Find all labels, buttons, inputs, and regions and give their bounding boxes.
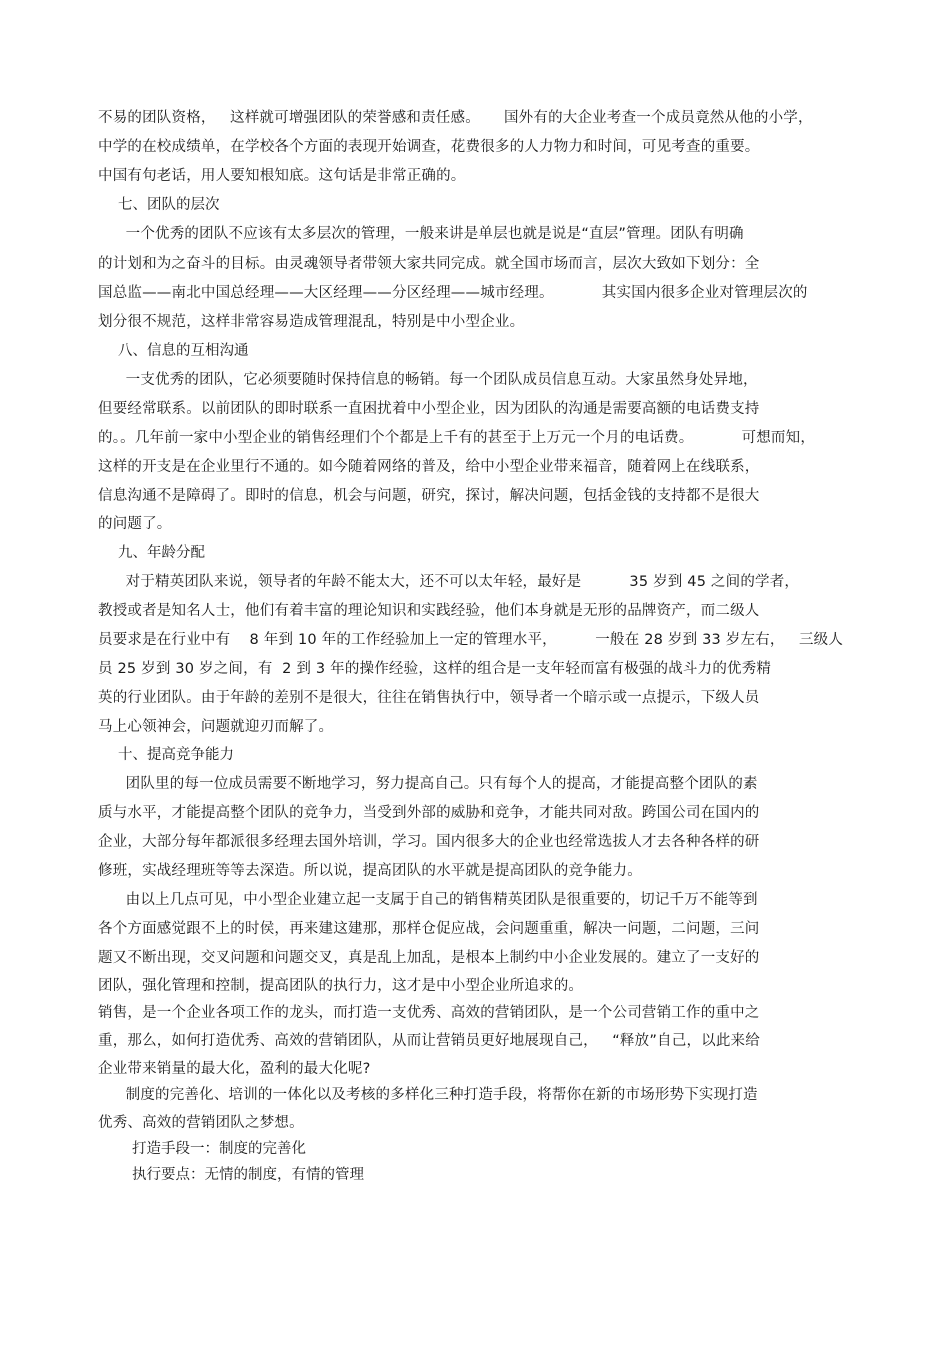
- section-heading: 执行要点：无情的制度，有情的管理: [132, 1167, 364, 1183]
- paragraph-line: 划分很不规范，这样非常容易造成管理混乱，特别是中小型企业。: [98, 314, 525, 330]
- paragraph-line: 但要经常联系。以前团队的即时联系一直困扰着中小型企业，因为团队的沟通是需要高额的电话费支持: [98, 401, 760, 417]
- paragraph-line: 员 25 岁到 30 岁之间，有 2 到 3 年的操作经验，这样的组合是一支年轻而富有极强的战斗力的优秀精: [98, 661, 772, 677]
- paragraph-line: 的问题了。: [98, 516, 172, 532]
- section-heading: 打造手段一：制度的完善化: [132, 1141, 306, 1157]
- paragraph-line: 企业，大部分每年都派很多经理去国外培训，学习。国内很多大的企业也经常选拔人才去各种各样的研: [98, 834, 760, 850]
- paragraph-line: 的。。几年前一家中小型企业的销售经理们个个都是上千有的甚至于上万元一个月的电话费。 可想而知，: [98, 430, 816, 446]
- paragraph-line: 英的行业团队。由于年龄的差别不是很大，往往在销售执行中，领导者一个暗示或一点提示，下级人员: [98, 690, 760, 706]
- paragraph-line: 中学的在校成绩单，在学校各个方面的表现开始调查，花费很多的人力物力和时间，可见考查的重要。: [98, 139, 760, 155]
- paragraph-line: 由以上几点可见，中小型企业建立起一支属于自己的销售精英团队是很重要的，切记千万不能等到: [116, 892, 758, 908]
- paragraph-line: 题又不断出现，交叉问题和问题交叉，真是乱上加乱，是根本上制约中小企业发展的。建立了一支好的: [98, 950, 760, 966]
- paragraph-line: 质与水平，才能提高整个团队的竞争力，当受到外部的威胁和竞争，才能共同对敌。跨国公司在国内的: [98, 805, 760, 821]
- paragraph-line: 这样的开支是在企业里行不通的。如今随着网络的普及，给中小型企业带来福音，随着网上在线联系，: [98, 459, 760, 475]
- paragraph-line: 优秀、高效的营销团队之梦想。: [98, 1115, 304, 1131]
- paragraph-line: 中国有句老话，用人要知根知底。这句话是非常正确的。: [98, 168, 466, 184]
- paragraph-line: 员要求是在行业中有 8 年到 10 年的工作经验加上一定的管理水平， 一般在 28 岁到 33 岁左右， 三级人: [98, 632, 844, 648]
- paragraph-line: 教授或者是知名人士，他们有着丰富的理论知识和实践经验，他们本身就是无形的品牌资产，而二级人: [98, 603, 760, 619]
- paragraph-line: 团队里的每一位成员需要不断地学习，努力提高自己。只有每个人的提高，才能提高整个团队的素: [116, 776, 758, 792]
- paragraph-line: 重，那么，如何打造优秀、高效的营销团队，从而让营销员更好地展现自己， “释放”自己，以此来给: [98, 1033, 760, 1049]
- section-heading: 九、年龄分配: [118, 545, 205, 561]
- paragraph-line: 国总监——南北中国总经理——大区经理——分区经理——城市经理。 其实国内很多企业对管理层次的: [98, 285, 808, 301]
- paragraph-line: 修班，实战经理班等等去深造。所以说，提高团队的水平就是提高团队的竞争能力。: [98, 863, 642, 879]
- paragraph-line: 马上心领神会，问题就迎刃而解了。: [98, 719, 334, 735]
- paragraph-line: 不易的团队资格， 这样就可增强团队的荣誉感和责任感。 国外有的大企业考查一个成员竟然从他的小学，: [98, 110, 813, 126]
- section-heading: 十、提高竞争能力: [118, 747, 234, 763]
- paragraph-line: 信息沟通不是障碍了。即时的信息，机会与问题，研究，探讨，解决问题，包括金钱的支持都不是很大: [98, 488, 760, 504]
- paragraph-line: 对于精英团队来说，领导者的年龄不能太大，还不可以太年轻，最好是 35 岁到 45 之间的学者，: [116, 574, 800, 590]
- paragraph-line: 的计划和为之奋斗的目标。由灵魂领导者带领大家共同完成。就全国市场而言，层次大致如下划分：全: [98, 256, 760, 272]
- paragraph-line: 企业带来销量的最大化，盈利的最大化呢?: [98, 1061, 371, 1077]
- section-heading: 七、团队的层次: [118, 197, 220, 213]
- paragraph-line: 一个优秀的团队不应该有太多层次的管理，一般来讲是单层也就是说是“直层”管理。团队有明确: [116, 226, 744, 242]
- section-heading: 八、信息的互相沟通: [118, 343, 249, 359]
- paragraph-line: 团队，强化管理和控制，提高团队的执行力，这才是中小型企业所追求的。: [98, 978, 584, 994]
- paragraph-line: 制度的完善化、培训的一体化以及考核的多样化三种打造手段，将帮你在新的市场形势下实现打造: [116, 1087, 758, 1103]
- paragraph-line: 销售，是一个企业各项工作的龙头，而打造一支优秀、高效的营销团队，是一个公司营销工作的重中之: [98, 1005, 760, 1021]
- paragraph-line: 各个方面感觉跟不上的时侯，再来建这建那，那样仓促应战，会问题重重，解决一问题，二问题，三问: [98, 921, 760, 937]
- paragraph-line: 一支优秀的团队，它必须要随时保持信息的畅销。每一个团队成员信息互动。大家虽然身处异地，: [116, 372, 758, 388]
